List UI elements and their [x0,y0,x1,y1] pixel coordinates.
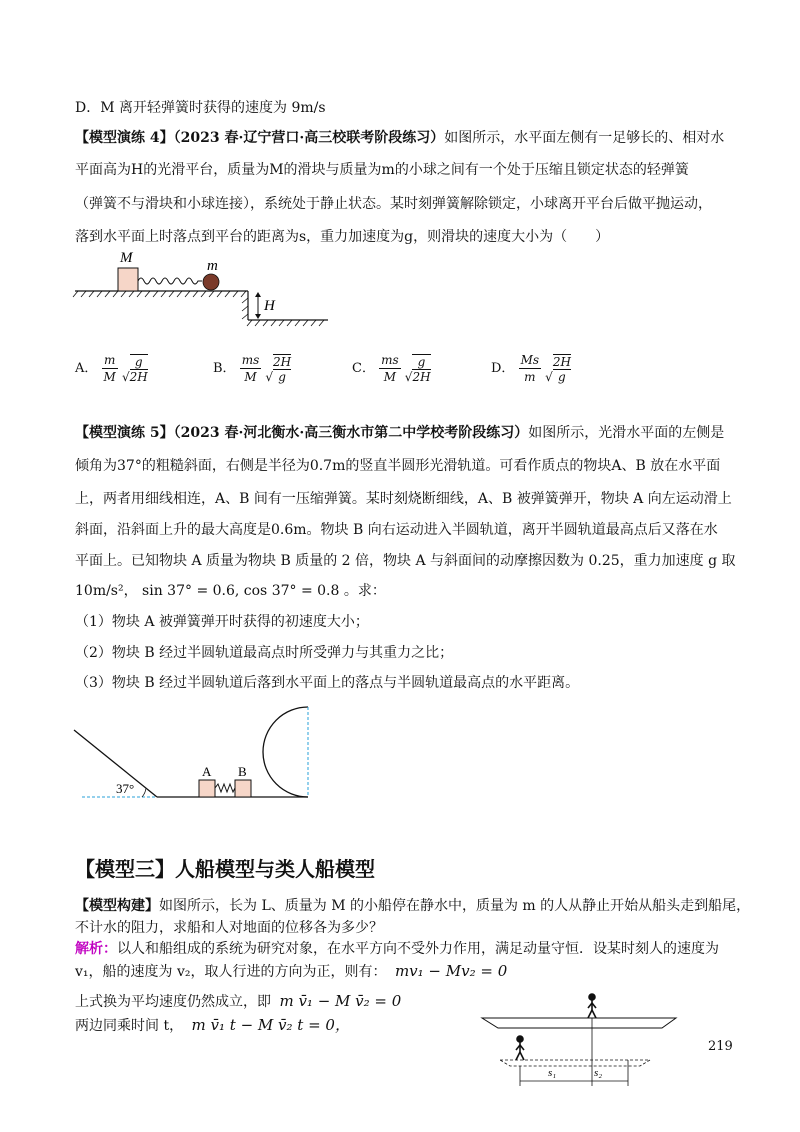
problem4-tag: 【模型演练 4】 [75,130,174,146]
spring-ab [215,784,235,792]
option-b[interactable] [213,352,291,385]
semicircle-track [263,707,308,797]
option-b-fraction: $\frac{ms}{M}$ [241,353,260,384]
problem5-line6: 10m/s²， sin 37° = 0.6, cos 37° = 0.8 。求： [75,583,386,599]
problem5-tag: 【模型演练 5】 [75,425,174,441]
option-c-label: C． [352,361,375,376]
option-d[interactable] [491,352,571,385]
option-a[interactable] [75,352,148,385]
ball-m [203,274,219,290]
boat-bottom [500,1060,650,1066]
option-c[interactable] [352,352,431,385]
label-M: M [120,250,133,266]
option-a-root: √ $\frac{g}{2H}$ [121,354,148,384]
angle-label: 37° [116,781,135,796]
label-H: H [264,298,275,314]
equation-2: m v̄₁ − M v̄₂ = 0 [279,992,402,1010]
problem5-q3: （3）物块 B 经过半圆轨道后落到水平面上的落点与半圆轨道最高点的水平距离。 [75,675,580,691]
problem5-text1: 如图所示，光滑水平面的左侧是 [528,425,725,441]
analysis-line3 [75,991,401,1012]
option-d-fraction: $\frac{Ms}{m}$ [520,353,540,384]
section3-heading: 【模型三】人船模型与类人船模型 [75,857,375,881]
page-number: 219 [708,1039,733,1054]
label-A: A [202,764,212,779]
label-m: m [207,258,218,274]
problem5-figure [72,700,372,805]
problem4-line2: 平面高为H的光滑平台，质量为M的滑块与质量为m的小球之间有一个处于压缩且锁定状态的轻弹簧 [75,162,689,178]
build-text1: 如图所示，长为 L、质量为 M 的小船停在静水中，质量为 m 的人从静止开始从船头走到船尾， [159,898,751,914]
person-bottom-icon [516,1036,524,1060]
problem5-line4: 斜面，沿斜面上升的最大高度是0.6m。物块 B 向右运动进入半圆轨道，离开半圆轨道最高点后又落在水 [75,522,718,538]
option-d-root: √ $\frac{2H}{g}$ [545,354,571,384]
analysis-text4: 两边同乘时间 t， [75,1018,184,1034]
build-line2: 不计水的阻力，求船和人对地面的位移各为多少？ [75,920,383,936]
problem4-line4: 落到水平面上时落点到平台的距离为s，重力加速度为g，则滑块的速度大小为（ ） [75,229,610,245]
problem5-q1: （1）物块 A 被弹簧弹开时获得的初速度大小； [75,614,369,630]
problem5-line5: 平面上。已知物块 A 质量为物块 B 质量的 2 倍，物块 A 与斜面间的动摩擦因数为 0.25，重力加速度 g 取 [75,553,736,569]
equation-1: mv₁ − Mv₂ = 0 [394,962,508,980]
label-s2: s₂ [594,1067,603,1079]
analysis-tag: 解析： [75,941,117,957]
problem4-text1: 如图所示，水平面左侧有一足够长的、相对水 [444,130,725,146]
problem5-line1 [75,423,724,443]
label-B: B [238,764,247,779]
problem5-source: （2023 春·河北衡水·高三衡水市第二中学校考阶段练习） [173,425,529,441]
analysis-line2 [75,961,507,982]
problem5-q2: （2）物块 B 经过半圆轨道最高点时所受弹力与其重力之比； [75,645,454,661]
problem4-line3: （弹簧不与滑块和小球连接），系统处于静止状态。某时刻弹簧解除锁定，小球离开平台后做平抛运动， [75,196,712,212]
equation-3: m v̄₁ t − M v̄₂ t = 0， [191,1016,350,1034]
analysis-text1: 以人和船组成的系统为研究对象，在水平方向不受外力作用，满足动量守恒．设某时刻人的速度为 [117,941,719,957]
problem4-source: （2023 春·辽宁营口·高三校联考阶段练习） [173,130,445,146]
option-a-fraction: $\frac{m}{M}$ [103,353,116,384]
option-c-root: √ $\frac{g}{2H}$ [404,354,431,384]
option-a-label: A． [75,361,98,376]
problem4-line1 [75,128,724,148]
block-A [199,780,215,797]
boat-figure [480,988,680,1088]
build-line1 [75,896,750,916]
block-B [235,780,251,797]
block-M [118,268,138,291]
problem5-line2: 倾角为37°的粗糙斜面，右侧是半径为0.7m的竖直半圆形光滑轨道。可看作质点的物块A、B 放在水平面 [75,458,721,474]
analysis-line4 [75,1015,350,1036]
analysis-line1 [75,939,719,959]
problem4-figure [70,248,330,328]
option-d-previous: D．M 离开轻弹簧时获得的速度为 9m/s [75,100,326,116]
problem5-line3: 上，两者用细线相连，A、B 间有一压缩弹簧。某时刻烧断细线，A、B 被弹簧弹开，物块 A 向左运动滑上 [75,491,732,507]
option-b-root: √ $\frac{2H}{g}$ [265,354,292,384]
analysis-text2: v₁，船的速度为 v₂，取人行进的方向为正，则有： [75,964,387,980]
build-tag: 【模型构建】 [75,898,159,914]
option-c-fraction: $\frac{ms}{M}$ [381,353,399,384]
boat-top [482,1018,676,1028]
analysis-text3: 上式换为平均速度仍然成立，即 [75,994,271,1010]
spring [138,278,202,284]
person-top-icon [588,994,596,1018]
option-b-label: B． [213,361,236,376]
label-s1: s₁ [548,1067,557,1079]
option-d-label: D． [491,361,515,376]
